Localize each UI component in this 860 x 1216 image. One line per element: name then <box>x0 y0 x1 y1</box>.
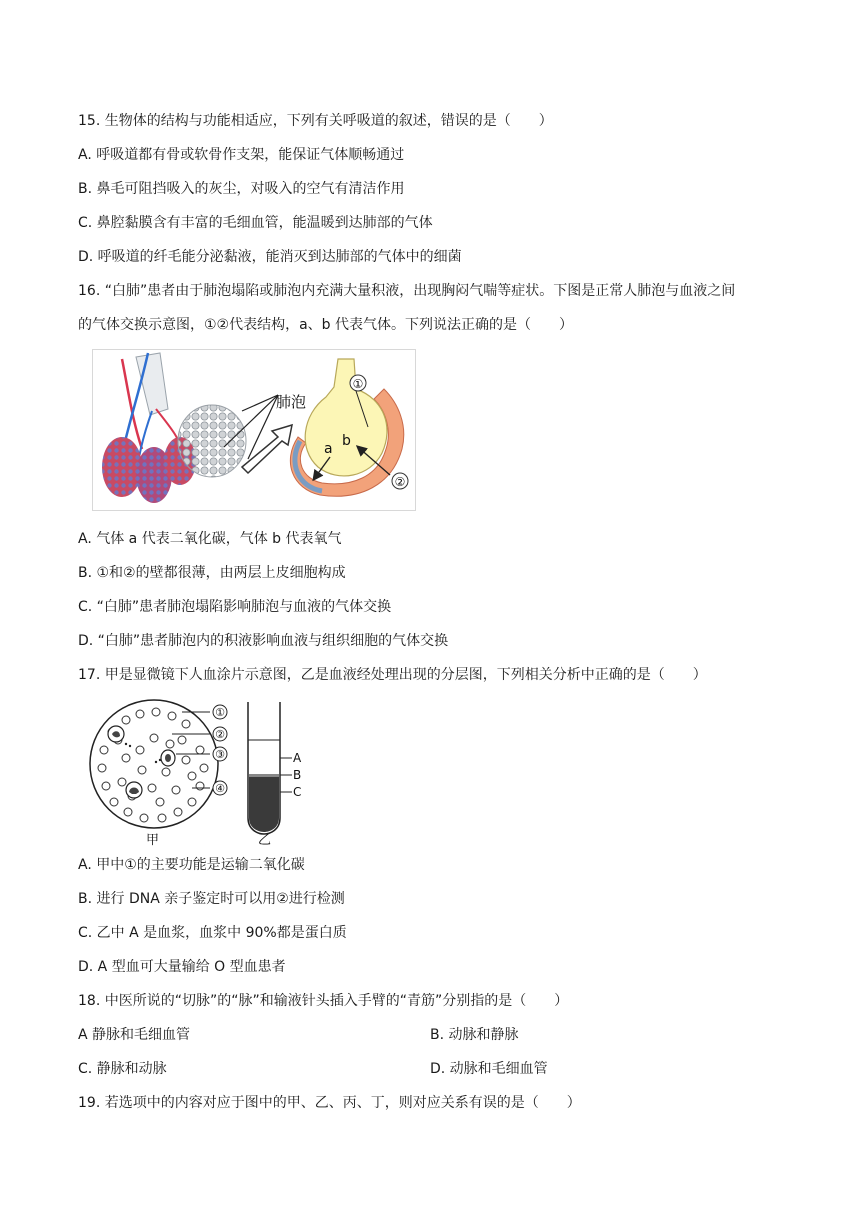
alveoli-cluster <box>178 405 246 477</box>
figure-jia-label: 甲 <box>146 833 160 848</box>
svg-text:①: ① <box>215 706 225 719</box>
q17-option-d: D. A 型血可大量输给 O 型血患者 <box>78 959 286 975</box>
q18-option-b: B. 动脉和静脉 <box>430 1027 519 1043</box>
q18-stem: 18. 中医所说的“切脉”的“脉”和输液针头插入手臂的“青筋”分别指的是（ ） <box>78 993 569 1009</box>
q15-option-a: A. 呼吸道都有骨或软骨作支架，能保证气体顺畅通过 <box>78 147 405 163</box>
svg-text:③: ③ <box>215 748 225 761</box>
q16-stem-line1: 16. “白肺”患者由于肺泡塌陷或肺泡内充满大量积液，出现胸闷气喘等症状。下图是正常人肺泡与血液之间 <box>78 283 736 299</box>
q16-option-c: C. “白肺”患者肺泡塌陷影响肺泡与血液的气体交换 <box>78 599 392 615</box>
q17-stem: 17. 甲是显微镜下人血涂片示意图，乙是血液经处理出现的分层图，下列相关分析中正确的是（ ） <box>78 667 707 683</box>
q16-option-d: D. “白肺”患者肺泡内的积液影响血液与组织细胞的气体交换 <box>78 633 449 649</box>
q18-option-d: D. 动脉和毛细血管 <box>430 1061 548 1077</box>
layer-b-label: B <box>293 768 302 782</box>
q15-option-c: C. 鼻腔黏膜含有丰富的毛细血管，能温暖到达肺部的气体 <box>78 215 433 231</box>
svg-text:②: ② <box>215 728 225 741</box>
q19-stem: 19. 若选项中的内容对应于图中的甲、乙、丙、丁，则对应关系有误的是（ ） <box>78 1095 581 1111</box>
test-tube <box>248 702 280 834</box>
q17-option-a: A. 甲中①的主要功能是运输二氧化碳 <box>78 857 305 873</box>
layer-c-label: C <box>293 785 302 799</box>
q15-option-b: B. 鼻毛可阻挡吸入的灰尘，对吸入的空气有清洁作用 <box>78 181 405 197</box>
microscope-field <box>90 700 218 828</box>
q16-stem-line2: 的气体交换示意图，①②代表结构，a、b 代表气体。下列说法正确的是（ ） <box>78 317 574 333</box>
alveolus-label: 肺泡 <box>276 393 307 411</box>
q15-stem: 15. 生物体的结构与功能相适应，下列有关呼吸道的叙述，错误的是（ ） <box>78 113 553 129</box>
q15-option-d: D. 呼吸道的纤毛能分泌黏液，能消灭到达肺部的气体中的细菌 <box>78 249 462 265</box>
svg-text:②: ② <box>394 475 406 489</box>
gas-a-label: a <box>324 441 333 457</box>
layer-a-label: A <box>293 751 302 765</box>
q18-option-c: C. 静脉和动脉 <box>78 1061 167 1077</box>
q18-option-a: A 静脉和毛细血管 <box>78 1027 191 1043</box>
svg-text:④: ④ <box>215 782 225 795</box>
alveolus-gas-exchange-figure <box>92 349 416 511</box>
blood-smear-figure <box>82 698 318 848</box>
q16-option-a: A. 气体 a 代表二氧化碳，气体 b 代表氧气 <box>78 531 342 547</box>
gas-b-label: b <box>342 433 351 449</box>
svg-text:①: ① <box>352 377 364 391</box>
q17-option-c: C. 乙中 A 是血浆，血浆中 90%都是蛋白质 <box>78 925 347 941</box>
q17-option-b: B. 进行 DNA 亲子鉴定时可以用②进行检测 <box>78 891 345 907</box>
q16-option-b: B. ①和②的壁都很薄，由两层上皮细胞构成 <box>78 565 346 581</box>
figure-yi-label: 乙 <box>258 833 272 848</box>
